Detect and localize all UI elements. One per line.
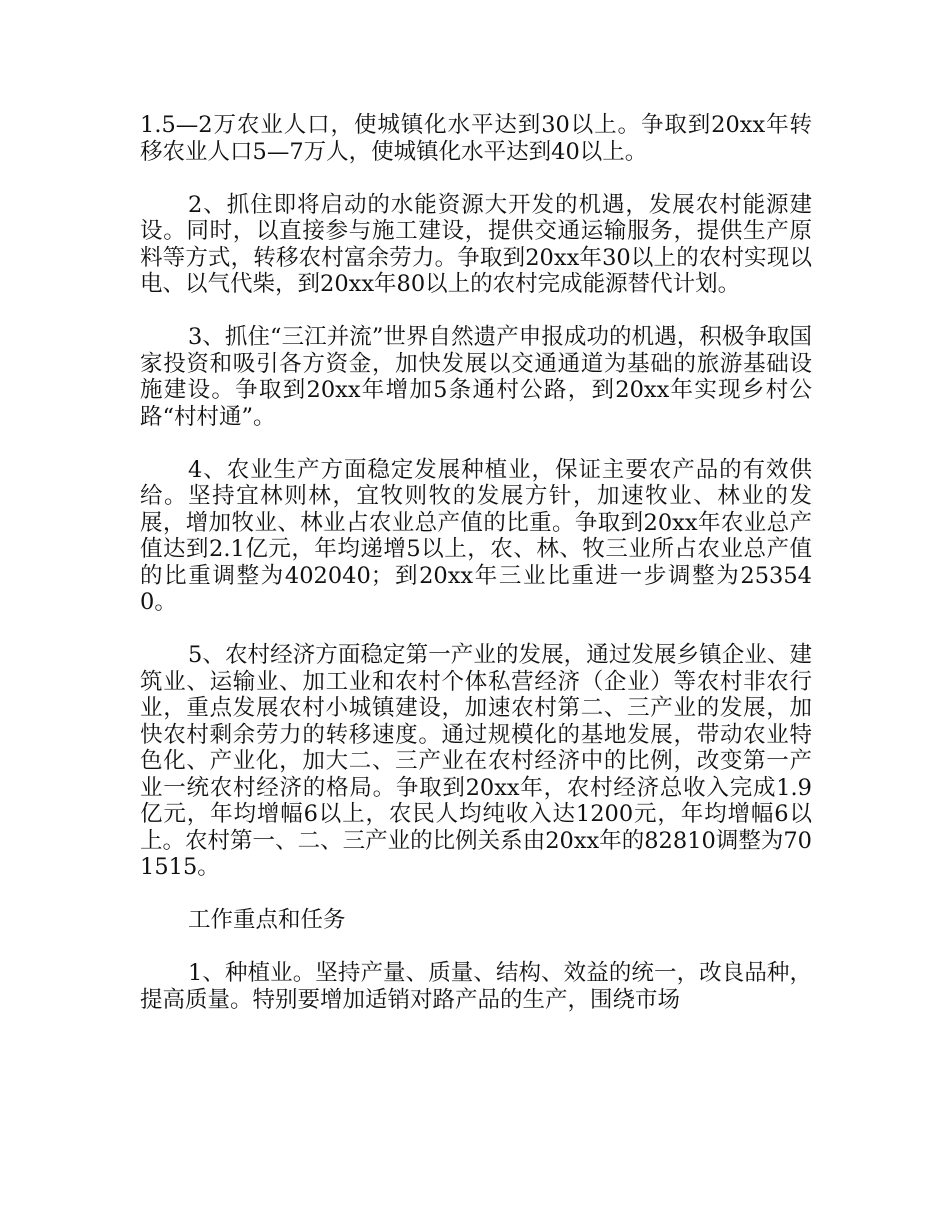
paragraph-hydropower: 2、抓住即将启动的水能资源大开发的机遇，发展农村能源建设。同时，以直接参与施工建设，提供交通运输服务，提供生产原料等方式，转移农村富余劳力。争取到20xx年30以上的农村实现以电、以气代柴，到20xx年80以上的农村完成能源替代计划。 — [140, 191, 812, 297]
paragraph-three-rivers: 3、抓住“三江并流”世界自然遗产申报成功的机遇，积极争取国家投资和吸引各方资金，加快发展以交通通道为基础的旅游基础设施建设。争取到20xx年增加5条通村公路，到20xx年实现乡村公路“村村通”。 — [140, 324, 812, 430]
paragraph-planting: 1、种植业。坚持产量、质量、结构、效益的统一，改良品种，提高质量。特别要增加适销对路产品的生产，围绕市场 — [140, 960, 812, 1013]
section-heading: 工作重点和任务 — [188, 907, 346, 933]
paragraph-agriculture: 4、农业生产方面稳定发展种植业，保证主要农产品的有效供给。坚持宜林则林，宜牧则牧的发展方针，加速牧业、林业的发展，增加牧业、林业占农业总产值的比重。争取到20xx年农业总产值达到2.1亿元，年均递增5以上，农、林、牧三业所占农业总产值的比重调整为402040；到20xx年三业比重进一步调整为253540。 — [140, 456, 812, 615]
paragraph-rural-economy: 5、农村经济方面稳定第一产业的发展，通过发展乡镇企业、建筑业、运输业、加工业和农村个体私营经济（企业）等农村非农行业，重点发展农村小城镇建设，加速农村第二、三产业的发展，加快农村剩余劳力的转移速度。通过规模化的基地发展，带动农业特色化、产业化，加大二、三产业在农村经济中的比例，改变第一产业一统农村经济的格局。争取到20xx年，农村经济总收入完成1.9亿元，年均增幅6以上，农民人均纯收入达1200元，年均增幅6以上。农村第一、二、三产业的比例关系由20xx年的82810调整为701515。 — [140, 642, 812, 880]
document-page — [140, 112, 812, 1013]
paragraph-urbanization: 1.5—2万农业人口，使城镇化水平达到30以上。争取到20xx年转移农业人口5—7万人，使城镇化水平达到40以上。 — [140, 112, 812, 165]
